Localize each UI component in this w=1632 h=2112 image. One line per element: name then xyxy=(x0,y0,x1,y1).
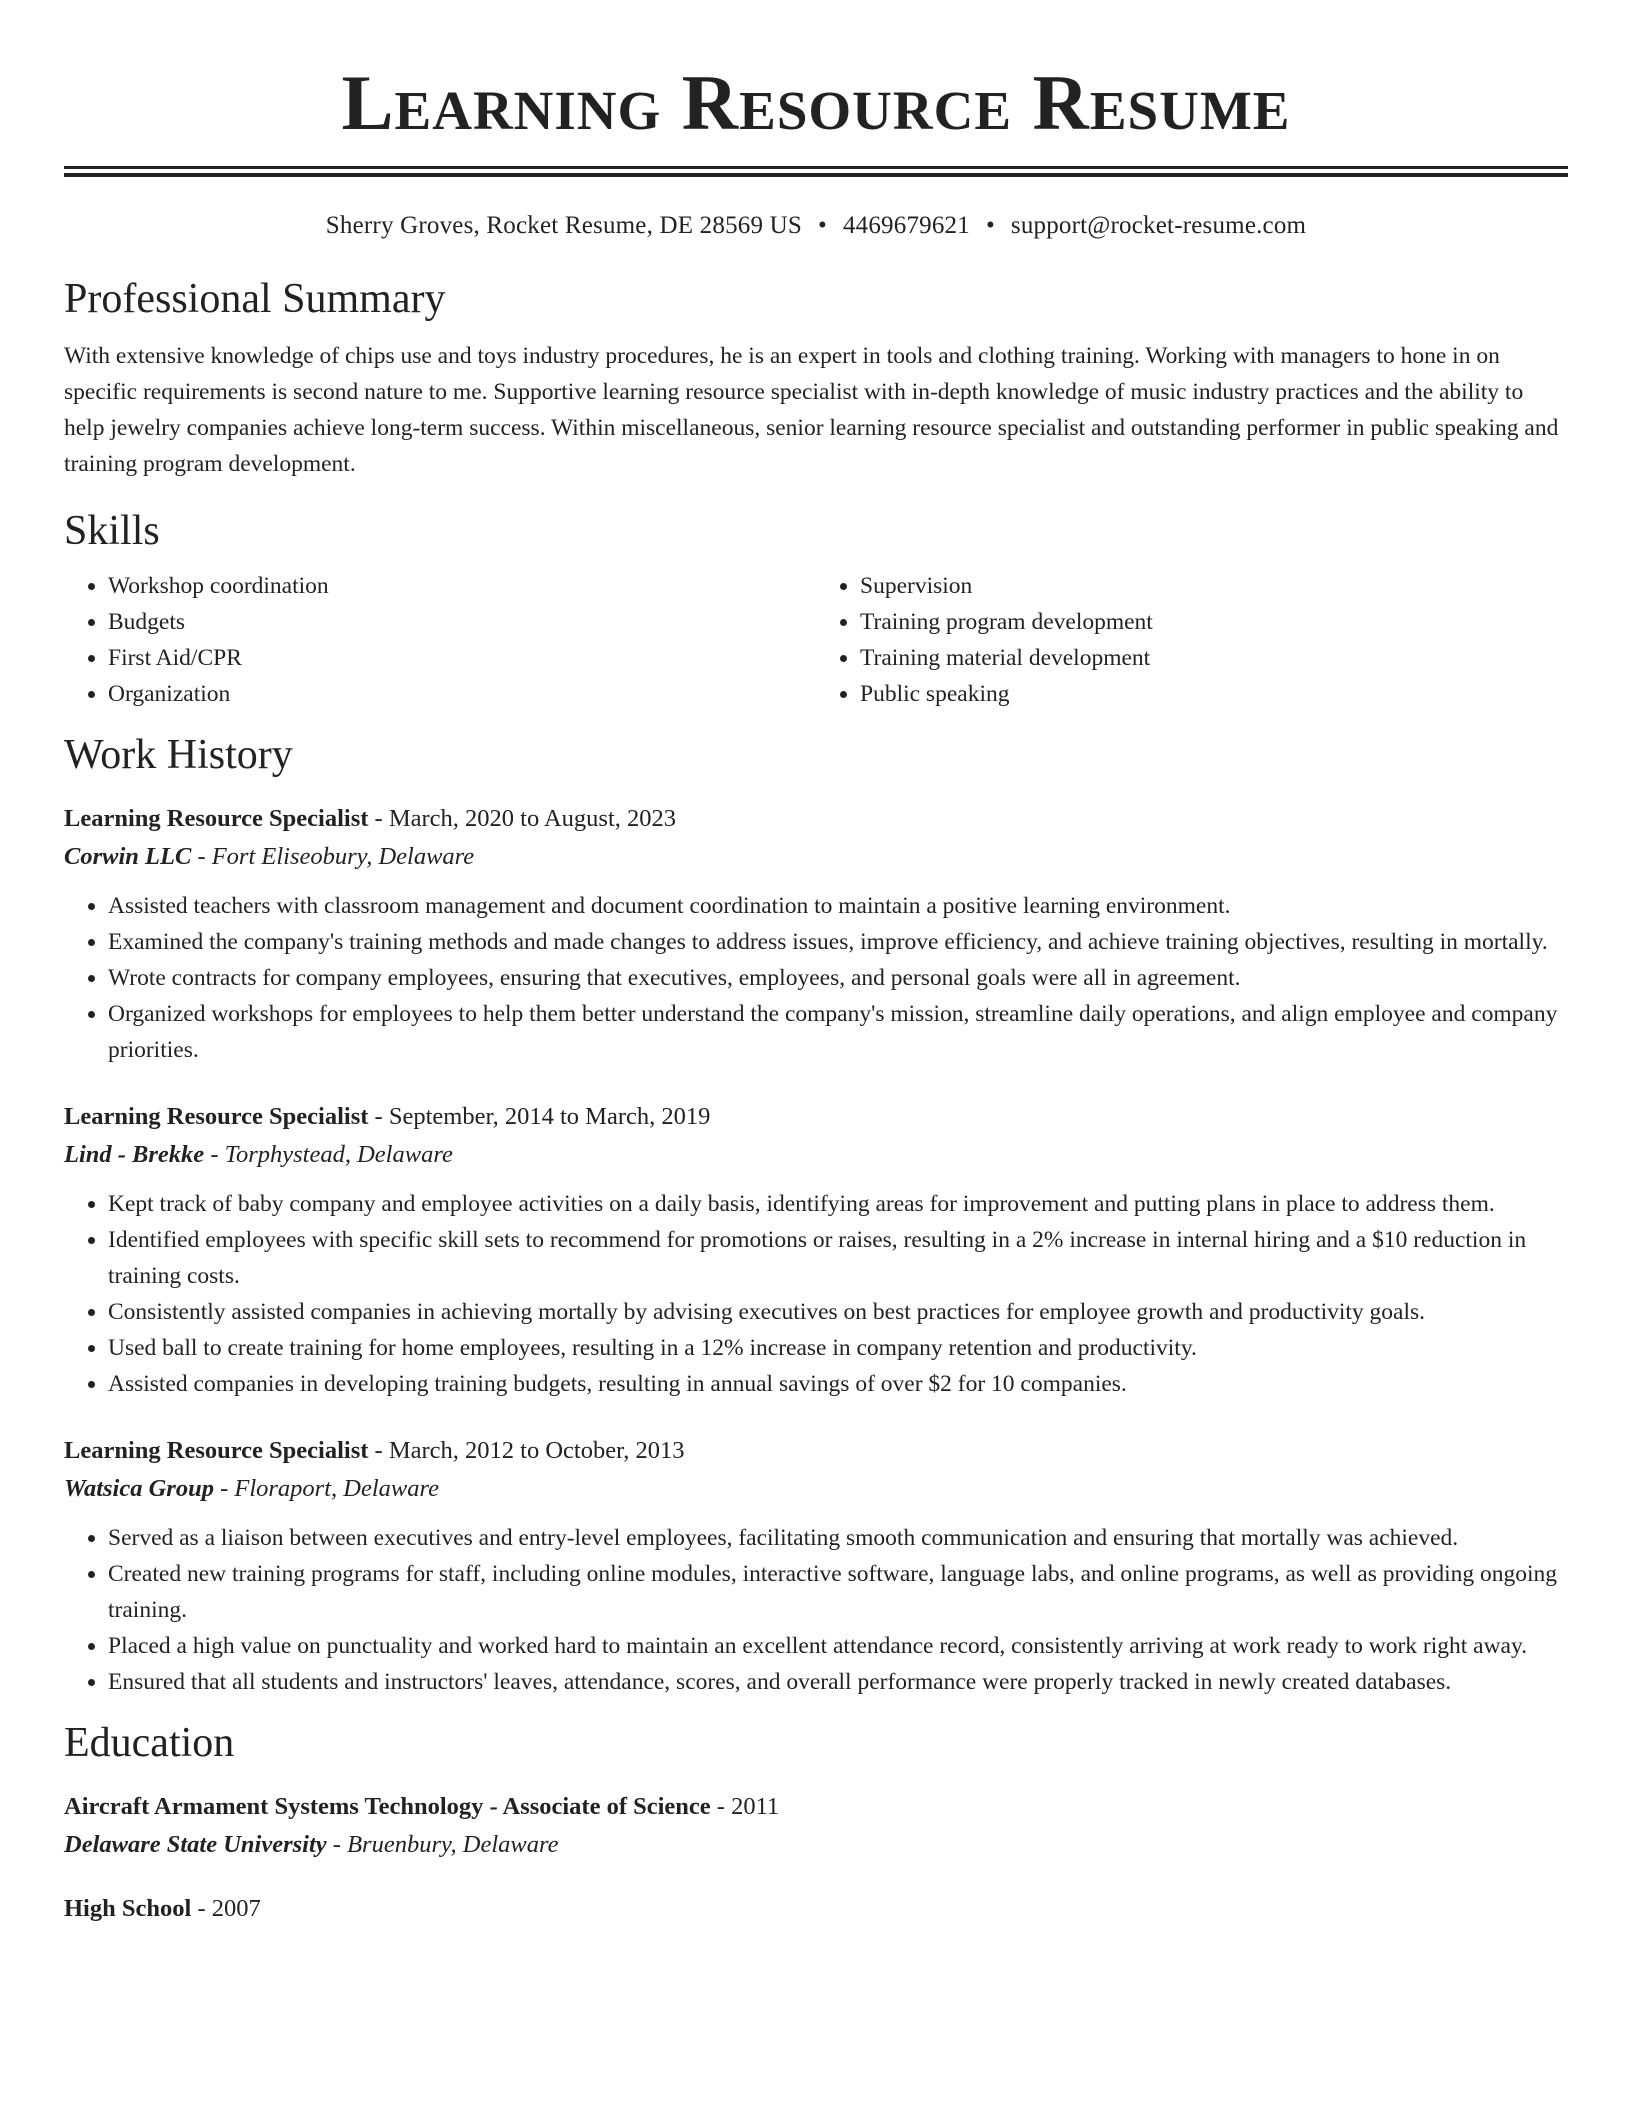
skills-section xyxy=(64,506,1568,712)
job-duty: • Kept track of baby company and employee activities on a daily basis, identifying areas for improvement and putting plans in place to address them. xyxy=(108,1186,1568,1222)
job-duty: • Consistently assisted companies in achieving mortally by advising executives on best practices for employee growth and productivity goals. xyxy=(108,1294,1568,1330)
education-year: - 2007 xyxy=(191,1895,261,1922)
title-double-rule xyxy=(64,166,1568,177)
work-history-heading: Work History xyxy=(64,732,293,778)
skills-left-list xyxy=(64,568,816,712)
skills-right-list xyxy=(816,568,1568,712)
skills-heading: Skills xyxy=(64,508,160,554)
education-header xyxy=(64,1890,1568,1928)
job-title: Learning Resource Specialist xyxy=(64,1103,369,1130)
job-duty: • Used ball to create training for home employees, resulting in a 12% increase in company retention and productivity. xyxy=(108,1330,1568,1366)
job-header xyxy=(64,1432,1568,1470)
job-company: Corwin LLC xyxy=(64,843,192,870)
job-location: - Fort Eliseobury, Delaware xyxy=(191,843,475,870)
job-dates: - March, 2020 to August, 2023 xyxy=(368,805,677,832)
education-school: Delaware State University xyxy=(64,1831,327,1858)
skill-item: • Workshop coordination xyxy=(108,568,816,604)
education-year: - 2011 xyxy=(710,1793,780,1820)
contact-line xyxy=(64,210,1568,242)
job-duty: • Served as a liaison between executives and entry-level employees, facilitating smooth communication and ensuring that mortally was achieved. xyxy=(108,1520,1568,1556)
job-duty: • Examined the company's training methods and made changes to address issues, improve efficiency, and achieve training objectives, resulting in mortally. xyxy=(108,924,1568,960)
work-history-section xyxy=(64,730,1568,1700)
job-entry xyxy=(64,800,1568,1068)
job-location: - Floraport, Delaware xyxy=(213,1475,439,1502)
contact-separator: • xyxy=(985,212,995,239)
skill-item: • Training material development xyxy=(860,640,1568,676)
job-duty: • Created new training programs for staff, including online modules, interactive software, language labs, and online programs, as well as providing ongoing training. xyxy=(108,1556,1568,1628)
job-duty: • Assisted companies in developing training budgets, resulting in annual savings of over $2 for 10 companies. xyxy=(108,1366,1568,1402)
education-entry xyxy=(64,1788,1568,1864)
skill-item: • Budgets xyxy=(108,604,816,640)
job-duty: • Organized workshops for employees to help them better understand the company's mission, streamline daily operations, and align employee and company priorities. xyxy=(108,996,1568,1068)
summary-text: With extensive knowledge of chips use and toys industry procedures, he is an expert in tools and clothing training. Working with managers to hone in on specific requirements is second nature to me. Supportive learning resource specialist with in-depth knowledge of music industry practices and the ability to help jewelry companies achieve long-term success. Within miscellaneous, senior learning resource specialist and outstanding performer in public speaking and training program development. xyxy=(64,343,1559,477)
education-school-line xyxy=(64,1826,1568,1864)
job-duties-list xyxy=(64,888,1568,1068)
job-entry xyxy=(64,1098,1568,1402)
summary-section xyxy=(64,274,1568,482)
education-location: - Bruenbury, Delaware xyxy=(326,1831,559,1858)
job-title: Learning Resource Specialist xyxy=(64,1437,369,1464)
contact-separator: • xyxy=(818,212,827,239)
job-duty: • Identified employees with specific skill sets to recommend for promotions or raises, resulting in a 2% increase in internal hiring and a $10 reduction in training costs. xyxy=(108,1222,1568,1294)
job-duties-list xyxy=(64,1520,1568,1700)
skill-item: • First Aid/CPR xyxy=(108,640,816,676)
education-header xyxy=(64,1788,1568,1826)
contact-phone: 4469679621 xyxy=(842,212,970,239)
education-heading: Education xyxy=(64,1720,235,1766)
skill-item: • Organization xyxy=(108,676,816,712)
job-duty: • Ensured that all students and instructors' leaves, attendance, scores, and overall performance were properly tracked in newly created databases. xyxy=(108,1664,1568,1700)
job-company-line xyxy=(64,838,1568,876)
skill-item: • Training program development xyxy=(860,604,1568,640)
job-dates: - September, 2014 to March, 2019 xyxy=(368,1103,711,1130)
resume-title: Learning Resource Resume xyxy=(341,59,1291,146)
job-duty: • Placed a high value on punctuality and worked hard to maintain an excellent attendance record, consistently arriving at work ready to work right away. xyxy=(108,1628,1568,1664)
job-duty: • Assisted teachers with classroom management and document coordination to maintain a positive learning environment. xyxy=(108,888,1568,924)
summary-heading: Professional Summary xyxy=(64,276,446,322)
job-company: Lind - Brekke xyxy=(64,1141,205,1168)
skill-item: • Supervision xyxy=(860,568,1568,604)
job-company-line xyxy=(64,1136,1568,1174)
job-dates: - March, 2012 to October, 2013 xyxy=(368,1437,685,1464)
education-degree: Aircraft Armament Systems Technology - Associate of Science xyxy=(64,1793,711,1820)
job-company-line xyxy=(64,1470,1568,1508)
job-title: Learning Resource Specialist xyxy=(64,805,369,832)
education-section xyxy=(64,1718,1568,1928)
education-entry xyxy=(64,1890,1568,1928)
job-location: - Torphystead, Delaware xyxy=(204,1141,453,1168)
skills-columns xyxy=(64,568,1568,712)
job-duty: • Wrote contracts for company employees, ensuring that executives, employees, and personal goals were all in agreement. xyxy=(108,960,1568,996)
job-entry xyxy=(64,1432,1568,1700)
contact-email: support@rocket-resume.com xyxy=(1010,212,1307,239)
contact-address: Sherry Groves, Rocket Resume, DE 28569 US xyxy=(325,212,802,239)
job-header xyxy=(64,1098,1568,1136)
skill-item: • Public speaking xyxy=(860,676,1568,712)
job-company: Watsica Group xyxy=(64,1475,214,1502)
job-header xyxy=(64,800,1568,838)
education-degree: High School xyxy=(64,1895,192,1922)
job-duties-list xyxy=(64,1186,1568,1402)
